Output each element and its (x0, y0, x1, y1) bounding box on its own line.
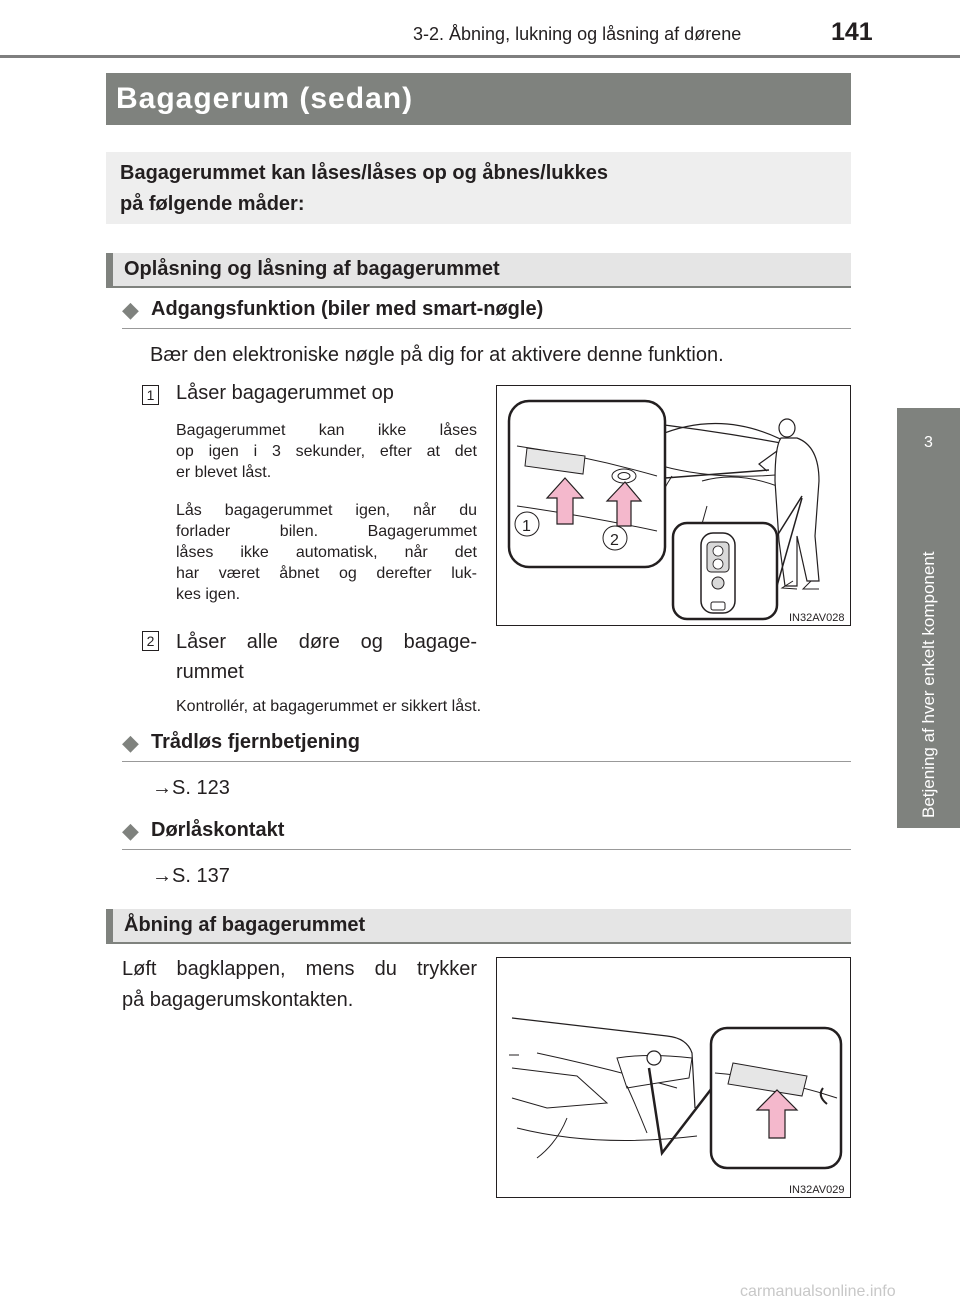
chapter-number: 3 (924, 434, 933, 451)
item-1-note-1 (176, 420, 477, 483)
intro-line-2: på følgende måder: (120, 193, 305, 215)
page-number: 141 (831, 18, 873, 46)
item-1-note-2 (176, 500, 477, 605)
intro-text (120, 158, 820, 220)
opening-body (122, 954, 477, 1016)
diamond-bullet-icon: ◆ (122, 818, 139, 843)
item-2-title (176, 627, 477, 687)
subheading-wireless-remote (122, 730, 851, 762)
page-title: Bagagerum (sedan) (116, 82, 414, 115)
title-line: rummet (176, 661, 244, 683)
figure-trunk-smart-key (496, 385, 851, 626)
note-line: kes igen. (176, 586, 241, 603)
title-line: Låser alle døre og bagage- (176, 631, 477, 653)
subheading-text: Adgangsfunktion (biler med smart-nøgle) (151, 298, 544, 320)
body-line: Løft bagklappen, mens du trykker (122, 958, 477, 980)
chapter-title: Betjening af hver enkelt komponent (919, 551, 938, 818)
chapter-side-tab (897, 408, 960, 828)
intro-line-1: Bagagerummet kan låses/låses op og åbnes/lukkes (120, 162, 608, 184)
subheading-text: Dørlåskontakt (151, 819, 285, 841)
figure-trunk-opener (496, 957, 851, 1198)
intro-box (106, 152, 851, 224)
note-line: er blevet låst. (176, 464, 272, 481)
section-heading-opening (106, 909, 851, 944)
section-heading-text: Oplåsning og låsning af bagagerummet (124, 258, 500, 280)
item-number-2: 2 (142, 631, 159, 651)
entry-function-body: Bær den elektroniske nøgle på dig for at aktivere denne funktion. (150, 344, 724, 366)
section-heading-unlock-lock (106, 253, 851, 288)
diamond-bullet-icon: ◆ (122, 730, 139, 755)
callout-2: 2 (610, 532, 619, 549)
figure-code: IN32AV028 (789, 612, 845, 624)
subheading-door-lock-switch (122, 818, 851, 850)
page-reference-link[interactable]: →S. 123 (152, 777, 230, 799)
watermark: carmanualsonline.info (740, 1283, 896, 1300)
item-2-note: Kontrollér, at bagagerummet er sikkert låst. (176, 698, 482, 715)
figure-code: IN32AV029 (789, 1184, 845, 1196)
note-line: forlader bilen. Bagagerummet (176, 523, 477, 540)
note-line: Bagagerummet kan ikke låses (176, 422, 477, 439)
subheading-entry-function (122, 297, 851, 329)
trunk-smart-key-illustration (497, 386, 851, 626)
note-line: op igen i 3 sekunder, efter at det (176, 443, 477, 460)
diamond-bullet-icon: ◆ (122, 297, 139, 322)
item-number-1: 1 (142, 385, 159, 405)
body-line: på bagagerumskontakten. (122, 989, 354, 1011)
header-rule (0, 55, 960, 58)
subheading-text: Trådløs fjernbetjening (151, 731, 360, 753)
page-reference-link[interactable]: →S. 137 (152, 865, 230, 887)
item-1-title: Låser bagagerummet op (176, 382, 394, 404)
note-line: Lås bagagerummet igen, når du (176, 502, 477, 519)
running-header: 3-2. Åbning, lukning og låsning af dørene (413, 24, 742, 44)
note-line: har været åbnet og derefter luk- (176, 565, 477, 582)
note-line: låses ikke automatisk, når det (176, 544, 477, 561)
trunk-opener-illustration (497, 958, 851, 1198)
section-heading-text: Åbning af bagagerummet (124, 914, 366, 936)
callout-1: 1 (522, 518, 531, 535)
page-title-bar (106, 73, 851, 125)
